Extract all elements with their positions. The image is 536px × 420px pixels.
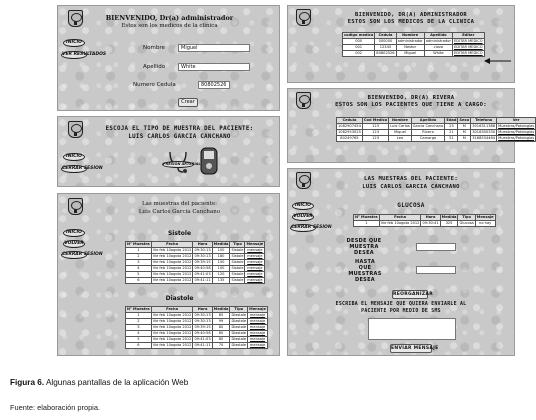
column-header: Tipo	[230, 242, 245, 248]
column-header: Editar	[452, 33, 484, 39]
column-header: Mensaje	[249, 307, 266, 312]
column-header: Medida	[213, 242, 229, 247]
hasta-label: HASTA QUE MUESTRAS DESEA	[348, 259, 382, 283]
table-cell: 09:41:03	[194, 337, 211, 342]
nav-volver-button[interactable]: VOLVER	[64, 241, 84, 246]
table-cell: Sistole	[231, 278, 244, 283]
table-cell: 21	[445, 130, 458, 136]
column-header: Fecha	[379, 215, 421, 221]
sistole-heading: Sistole	[167, 230, 192, 237]
table-cell: Diastole	[231, 313, 247, 318]
table-cell: 3168534464	[472, 136, 496, 141]
table-row	[126, 343, 268, 349]
nombre-label: Nombre	[143, 45, 165, 51]
table-cell[interactable]: mensaje	[245, 278, 265, 284]
column-header: Nombre	[389, 118, 412, 124]
page-title: LAS MUESTRAS DEL PACIENTE:	[364, 176, 458, 182]
table-row	[337, 136, 536, 142]
table-cell: Luis Carlos	[390, 124, 410, 129]
table-cell: 09:40:58	[194, 266, 211, 271]
table-cell: administrador	[425, 39, 451, 44]
table-cell: 80	[212, 337, 230, 343]
screen-glucose-samples	[287, 168, 515, 356]
figure-source: Fuente: elaboración propia.	[10, 403, 100, 412]
nombre-field[interactable]: Miguel	[178, 44, 250, 52]
table-cell[interactable]: mensaje	[245, 272, 265, 278]
table-cell: 5	[126, 337, 152, 343]
column-header: Medida	[441, 215, 457, 220]
table-cell: Leo	[389, 136, 412, 142]
table-cell: 09:30:13	[194, 254, 211, 259]
table-cell: 23	[445, 124, 458, 130]
table-row	[126, 278, 265, 284]
table-cell[interactable]: Muestras/Patologias	[498, 124, 535, 129]
nav-inicio-button[interactable]: INICIO	[292, 202, 314, 210]
column-header: Edad	[446, 118, 457, 123]
column-header: Ver	[497, 118, 536, 124]
table-cell: 1	[126, 313, 152, 319]
table-cell: M	[458, 136, 471, 142]
table-cell: 09:40:58	[194, 331, 211, 336]
table-cell: 123	[362, 124, 388, 130]
table-cell: 2	[126, 254, 152, 260]
table-cell: Sistole	[231, 248, 244, 253]
table-cell: 123	[362, 130, 388, 136]
page-title: BIENVENIDO, DR(A) ADMINISTRADOR	[355, 12, 467, 18]
column-header: N° Muestra	[127, 307, 150, 312]
table-cell: Vie feb 10ogota 2012	[152, 319, 192, 324]
presion-arterial-label: PRESION ARTERIAL	[163, 162, 201, 166]
patient-name: LUIS CARLOS GARCIA CANCHANO	[362, 184, 460, 190]
page-title: BIENVENIDO, Dr(a) administrador	[105, 14, 234, 22]
table-cell: 180	[212, 254, 230, 260]
table-cell: 70	[212, 343, 230, 349]
table-cell: Diastole	[231, 337, 247, 342]
table-cell: Sistole	[231, 260, 244, 265]
glucometer-icon	[200, 147, 218, 175]
table-cell[interactable]: mensaje	[248, 343, 268, 349]
table-cell: 000	[343, 39, 375, 45]
patient-name: Luis Carlos Garcia Canchano	[138, 209, 221, 215]
table-cell: Nestor	[396, 45, 424, 51]
blood-pressure-option[interactable]	[163, 150, 201, 174]
table-cell: 80	[212, 325, 230, 331]
column-header: N° Muestra	[127, 242, 150, 247]
nav-volver-button[interactable]: VOLVER	[293, 214, 313, 219]
column-header: Tipo	[230, 307, 248, 313]
table-cell: 4	[126, 331, 152, 337]
table-cell: 80802526	[376, 51, 395, 56]
table-cell: 09:39:15	[194, 325, 211, 330]
table-cell: 4	[126, 266, 152, 272]
desde-label: DESDE QUE MUESTRA DESEA	[346, 238, 382, 256]
table-cell[interactable]: mensaje	[245, 254, 265, 260]
table-cell: 1082907454	[338, 124, 361, 129]
table-cell: 001	[343, 45, 375, 51]
column-header: Sexo	[459, 118, 470, 123]
nav-cerrar-sesion-button[interactable]: CERRAR SESION	[62, 166, 103, 171]
table-cell: Vie feb 10ogota 2012	[152, 272, 192, 277]
table-cell: Miguel	[389, 130, 412, 136]
table-cell[interactable]: Muestras/Patologias	[498, 136, 535, 141]
diastole-table	[125, 306, 268, 349]
screen-patient-samples	[57, 193, 280, 356]
table-cell: 65	[212, 313, 230, 319]
table-cell[interactable]: mensaje	[248, 325, 268, 331]
nav-inicio-button[interactable]: INICIO	[63, 153, 85, 161]
column-header: Mensaje	[246, 242, 264, 247]
table-cell: 6	[126, 278, 152, 284]
table-cell: 99	[212, 319, 230, 325]
table-header-row	[343, 33, 485, 39]
column-header: Cedula	[375, 33, 396, 39]
table-cell: 80249765	[337, 136, 363, 142]
table-cell: Vie feb 10ogota 2012	[152, 313, 192, 318]
table-cell: Diastole	[231, 325, 247, 330]
table-cell: 80	[212, 331, 230, 337]
table-cell: 3	[126, 260, 152, 266]
apellido-label: Apellido	[143, 64, 166, 70]
table-cell: M	[458, 130, 471, 136]
table-cell: 6	[126, 343, 152, 349]
cedula-label: Numero Cedula	[133, 82, 176, 88]
table-cell[interactable]: mensaje	[248, 313, 268, 319]
table-cell: 09:30:13	[194, 319, 211, 324]
column-header: Fecha	[151, 307, 193, 313]
table-cell[interactable]: Muestras/Patologias	[498, 130, 535, 135]
column-header: Cedula	[337, 118, 363, 124]
table-cell: Sistole	[231, 272, 244, 277]
glucose-table	[353, 214, 496, 227]
table-cell: Diastole	[231, 331, 247, 336]
column-header: Mensaje	[476, 215, 494, 220]
diastole-heading: Diastole	[165, 295, 194, 302]
page-title: Las muestras del paciente:	[141, 201, 218, 207]
column-header: Medida	[213, 307, 229, 312]
screen-admin-form	[57, 5, 280, 111]
table-cell[interactable]: mensaje	[245, 266, 265, 272]
nav-ver-resultados-button[interactable]: VER RESULTADOS	[62, 52, 107, 57]
figure-caption-text: Algunas pantallas de la aplicación Web	[44, 378, 189, 387]
figure-number: Figura 6.	[10, 378, 45, 387]
table-cell[interactable]: mensaje	[248, 319, 268, 325]
glucosa-heading: GLUCOSA	[397, 202, 425, 209]
table-cell: 002	[343, 51, 375, 57]
table-cell: M	[458, 124, 471, 130]
table-cell: 3016350330	[472, 130, 496, 135]
table-cell: administrador	[397, 39, 423, 44]
column-header: Hora	[193, 307, 212, 313]
table-cell: 000000	[375, 39, 396, 45]
enviar-mensaje-button[interactable]: ENVIAR MENSAJE	[391, 346, 439, 351]
table-cell: 100	[212, 248, 230, 254]
column-header: Apellido	[411, 118, 445, 124]
reorganizar-button[interactable]: REORGANIZAR	[393, 292, 433, 297]
table-cell: 135	[212, 278, 230, 284]
column-header: Hora	[421, 215, 440, 221]
crear-button[interactable]: Crear	[178, 98, 198, 107]
page-title: BIENVENIDO, DR(A) RIVERA	[367, 95, 455, 101]
table-cell: no hay	[475, 221, 495, 227]
table-cell: Vie feb 10ogota 2012	[152, 278, 192, 283]
table-row	[354, 221, 496, 227]
table-cell[interactable]: mensaje	[248, 337, 268, 343]
table-cell: Vie feb 10ogota 2012	[152, 337, 192, 342]
sms-message-prompt: ESCRIBA EL MENSAJE QUE QUIERA ENVIARLE AL PACIENTE POR MEDIO DE SMS	[335, 302, 467, 314]
table-cell[interactable]: mensaje	[245, 260, 265, 266]
table-cell: 09:39:15	[194, 260, 211, 265]
table-cell[interactable]: mensaje	[245, 248, 265, 254]
table-cell: 1	[354, 221, 380, 227]
table-cell: 150	[212, 260, 230, 266]
table-cell: 2	[126, 319, 152, 325]
table-cell: Vie feb 10ogota 2012	[152, 331, 192, 336]
page-subtitle: Estos son los medicos de la clinica	[121, 23, 218, 29]
table-cell: 51	[445, 136, 458, 142]
column-header: Tipo	[458, 215, 475, 221]
table-cell: 09:41:11	[194, 278, 211, 283]
table-cell: 100	[212, 266, 230, 272]
screen-patients-list	[287, 88, 535, 163]
cedula-field[interactable]: 80802526	[198, 81, 230, 89]
table-cell: Glucosa	[459, 221, 474, 226]
column-header: Apellido	[424, 33, 452, 39]
table-cell: 5	[126, 272, 152, 278]
apellido-field[interactable]: White	[178, 63, 250, 71]
arrow-left-icon	[484, 57, 512, 65]
table-cell[interactable]: EDITAR MEDICO	[453, 45, 483, 50]
figure-caption	[10, 378, 188, 387]
column-header: codigo medico	[344, 33, 374, 38]
nav-inicio-button[interactable]: INICIO	[63, 229, 85, 237]
table-cell: 09:41:03	[194, 272, 211, 277]
table-cell: Vie feb 10ogota 2012	[380, 221, 420, 226]
sistole-table	[125, 241, 265, 284]
table-cell: 09:30:13	[194, 248, 211, 253]
table-cell: 3	[126, 325, 152, 331]
table-cell: 120	[212, 272, 230, 278]
page-title: ESCOJA EL TIPO DE MUESTRA DEL PACIENTE:	[105, 126, 254, 132]
table-cell: White	[424, 51, 452, 57]
glucometer-option[interactable]	[200, 147, 218, 175]
hasta-field[interactable]	[416, 266, 456, 274]
page-subtitle: ESTOS SON LOS MEDICOS DE LA CLINICA	[347, 19, 475, 25]
table-cell: Vie feb 10ogota 2012	[152, 343, 192, 348]
column-header: Nombre	[396, 33, 424, 39]
patient-name: LUIS CARLOS GARCIA CANCHANO	[128, 134, 231, 140]
table-cell: Rivera	[411, 130, 445, 136]
table-cell: Sistole	[231, 266, 244, 271]
nav-cerrar-sesion-button[interactable]: CERRAR SESION	[291, 225, 332, 230]
table-cell: Camargo	[411, 136, 445, 142]
table-cell: 3016311388	[472, 124, 496, 129]
table-cell: Miguel	[396, 51, 424, 57]
column-header: Hora	[193, 242, 212, 248]
screen-doctors-list	[287, 5, 515, 83]
table-cell: 09:30:13	[194, 313, 211, 318]
column-header: Fecha	[151, 242, 193, 248]
table-cell: 09:41:11	[194, 343, 211, 348]
table-cell: Diastole	[231, 319, 247, 324]
table-cell[interactable]: EDITAR MEDICO	[453, 51, 483, 56]
table-cell: Garcia Canchano	[412, 124, 444, 129]
table-cell: 1	[126, 248, 152, 254]
table-cell: 325	[440, 221, 458, 227]
column-header: Telefono	[471, 118, 497, 124]
table-cell: 12345	[375, 45, 396, 51]
page-subtitle: ESTOS SON LOS PACIENTES QUE TIENE A CARGO:	[335, 102, 487, 108]
table-cell: 09:30:41	[422, 221, 439, 226]
table-cell: Vie feb 10ogota 2012	[152, 266, 192, 271]
screen-sample-type	[57, 116, 280, 187]
desde-field[interactable]	[416, 243, 456, 251]
nav-inicio-button[interactable]: INICIO	[63, 39, 85, 47]
table-cell[interactable]: EDITAR MEDICO	[453, 39, 483, 44]
sms-message-textarea[interactable]	[368, 318, 456, 340]
table-cell: 123	[362, 136, 388, 142]
patients-table	[336, 117, 536, 142]
column-header: Cod Medico	[363, 118, 388, 123]
table-cell: Diastole	[231, 343, 247, 348]
table-cell: Vie feb 10ogota 2012	[152, 254, 192, 259]
table-cell: Vie feb 10ogota 2012	[152, 248, 192, 253]
table-cell: clavo	[424, 45, 452, 51]
table-cell: Vie feb 10ogota 2012	[152, 260, 192, 265]
table-cell[interactable]: mensaje	[248, 331, 268, 337]
nav-cerrar-sesion-button[interactable]: CERRAR SESION	[62, 252, 103, 257]
table-cell: Sistole	[231, 254, 244, 259]
column-header: N° Muestra	[355, 215, 378, 220]
doctors-table	[342, 32, 485, 57]
table-cell: 1082953025	[338, 130, 361, 135]
table-cell: Vie feb 10ogota 2012	[152, 325, 192, 330]
table-row	[343, 51, 485, 57]
